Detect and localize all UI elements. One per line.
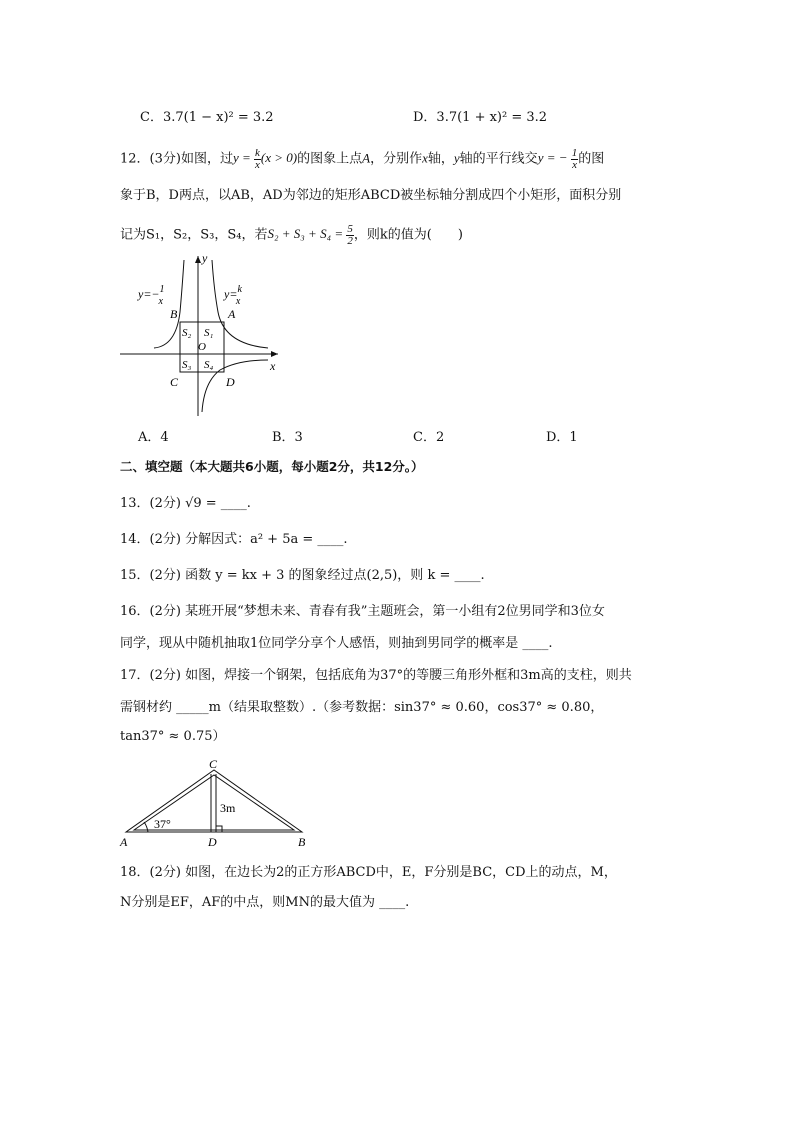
q12-function-expr-2: y = − $\frac{1}{x}$ (537, 147, 578, 171)
q15-text: 15．(2分) 函数 y = kx + 3 的图象经过点(2,5)，则 k = ____. (120, 568, 485, 583)
q12-line2: 象于B，D两点，以AB，AD为邻边的矩形ABCD被坐标轴分割成四个小矩形，面积分别 (120, 188, 622, 203)
q17-line2: 需钢材约 _____m（结果取整数）.（参考数据：sin37° ≈ 0.60，cos37° ≈ 0.80， (120, 700, 604, 715)
q11-option-d: D．3.7(1 + x)² = 3.2 (413, 110, 548, 125)
q12-area-s4: S₄ (204, 359, 214, 371)
q12-point-c: C (170, 375, 179, 389)
section-title-fill-in: 二、填空题（本大题共6小题，每小题2分，共12分。） (120, 459, 424, 474)
q12-line1: 12．(3分)如图，过y = $\frac{k}{x}$ (x > 0)的图象上点A，分别作x轴，y轴的平行线交y = − $\frac{1}{x}$ 的图 (120, 147, 605, 171)
q12-axis-y-label: y (202, 251, 208, 265)
q17-height-label: 3m (220, 801, 236, 815)
q12-point-b: B (170, 307, 178, 321)
q17-point-a: A (120, 835, 128, 849)
q12-option-a: A．4 (138, 430, 169, 445)
q16-line1: 16．(2分) 某班开展“梦想未来、青春有我”主题班会，第一小组有2位男同学和3位女 (120, 604, 605, 619)
q17-angle-label: 37° (154, 817, 171, 831)
q14-text: 14．(2分) 分解因式：a² + 5a = ____. (120, 532, 348, 547)
q12-origin-label: O (198, 341, 206, 353)
q17-line3: tan37° ≈ 0.75） (120, 729, 226, 744)
q18-line1: 18．(2分) 如图，在边长为2的正方形ABCD中，E，F分别是BC，CD上的动点，M， (120, 865, 617, 880)
q12-axis-x-label: x (270, 359, 276, 373)
q17-figure (114, 756, 314, 852)
q12-curve-label-left: y=−$^1$ x (138, 284, 165, 307)
q12-figure (118, 250, 288, 420)
q12-function-expr: y = $\frac{k}{x}$ (x > 0) (232, 147, 298, 171)
q12-line3: 记为S₁，S₂，S₃，S₄，若S₂ + S₃ + S₄ = $\frac{5}{2}$ ，则k的值为( ) (120, 223, 463, 247)
q12-option-d: D．1 (546, 430, 578, 445)
q13-text: 13．(2分) √9 = ____. (120, 496, 251, 511)
q12-option-b: B．3 (272, 430, 303, 445)
q17-point-d: D (208, 835, 217, 849)
q12-point-d: D (226, 375, 235, 389)
q12-area-s2: S₂ (182, 327, 192, 339)
q12-area-s3: S₃ (182, 359, 192, 371)
q18-line2: N分别是EF，AF的中点，则MN的最大值为 ____. (120, 895, 410, 910)
q12-curve-label-right: y=$^k$ x (224, 284, 242, 307)
q17-point-c: C (209, 757, 218, 771)
q16-line2: 同学，现从中随机抽取1位同学分享个人感悟，则抽到男同学的概率是 ____. (120, 636, 553, 651)
q12-area-s1: S₁ (204, 327, 214, 339)
q17-point-b: B (298, 835, 306, 849)
q11-option-c: C．3.7(1 − x)² = 3.2 (140, 110, 274, 125)
q12-condition-expr: S₂ + S₃ + S₄ = $\frac{5}{2}$ (267, 223, 353, 247)
q17-line1: 17．(2分) 如图，焊接一个钢架，包括底角为37°的等腰三角形外框和3m高的支柱，则共 (120, 668, 632, 683)
q12-option-c: C．2 (413, 430, 445, 445)
q12-point-a: A (228, 307, 236, 321)
